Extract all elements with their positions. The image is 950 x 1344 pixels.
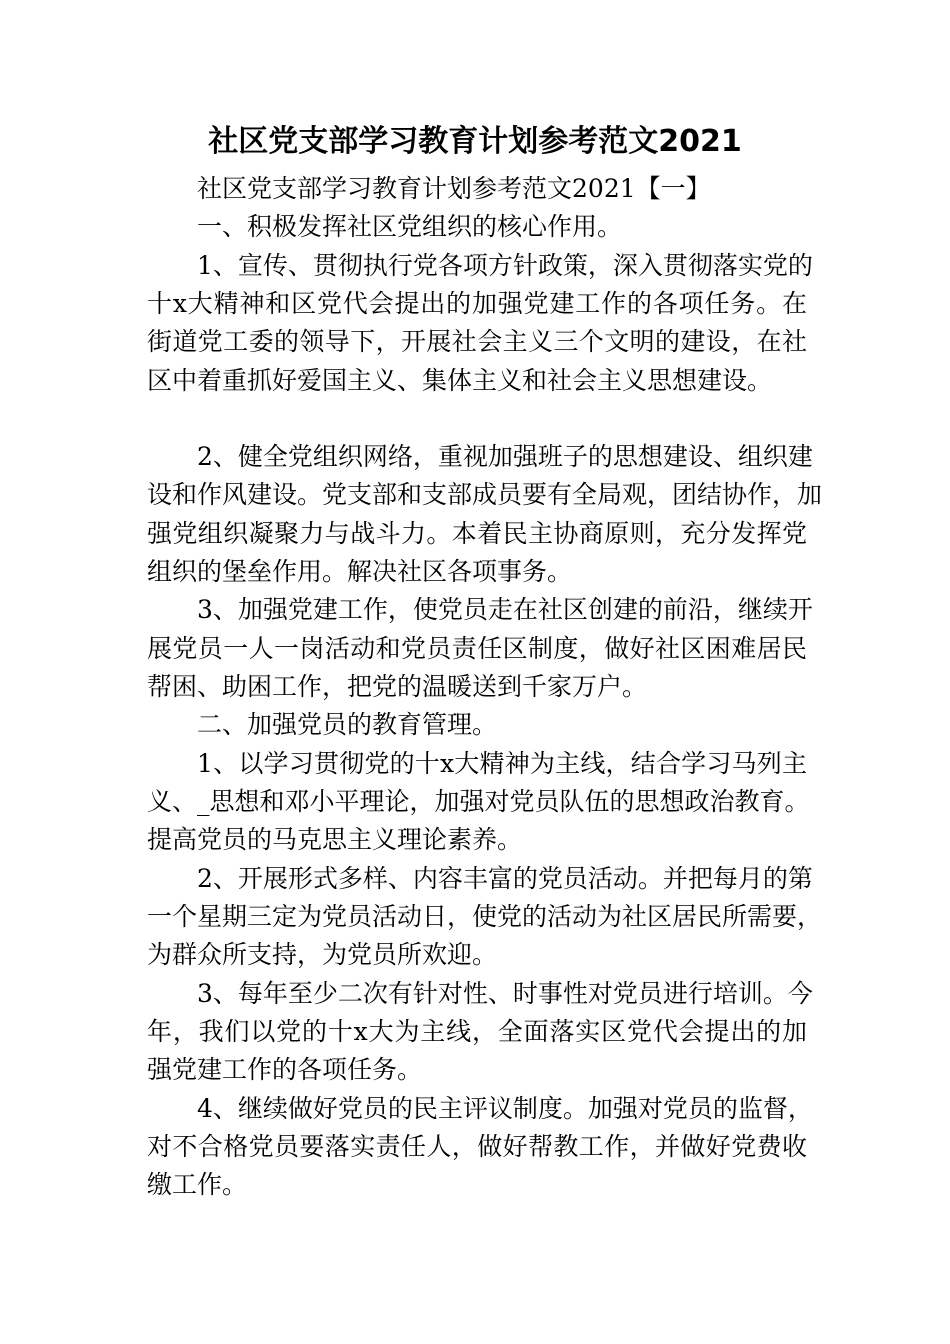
paragraph-line: 组织的堡垒作用。解决社区各项事务。 [147,557,573,586]
paragraph-line: 4、继续做好党员的民主评议制度。加强对党员的监督， [197,1094,813,1123]
paragraph-line: 对不合格党员要落实责任人，做好帮教工作，并做好党费收 [147,1132,807,1161]
paragraph-line: 提高党员的马克思主义理论素养。 [147,825,523,854]
paragraph-line: 设和作风建设。党支部和支部成员要有全局观，团结协作，加 [147,480,823,509]
paragraph-line: 展党员一人一岗活动和党员责任区制度，做好社区困难居民 [147,634,807,663]
paragraph-line: 缴工作。 [147,1170,248,1199]
paragraph-line: 帮困、助困工作，把党的温暖送到千家万户。 [147,672,648,701]
paragraph-line: 区中着重抓好爱国主义、集体主义和社会主义思想建设。 [147,366,773,395]
paragraph-line: 3、加强党建工作，使党员走在社区创建的前沿，继续开 [197,595,813,624]
document-title: 社区党支部学习教育计划参考范文2021 [208,124,742,159]
paragraph-line: 2、健全党组织网络，重视加强班子的思想建设、组织建 [197,442,813,471]
paragraph-line: 1、以学习贯彻党的十x大精神为主线，结合学习马列主 [197,749,807,778]
paragraph-line: 强党建工作的各项任务。 [147,1055,423,1084]
paragraph-line: 为群众所支持，为党员所欢迎。 [147,940,498,969]
paragraph-line: 强党组织凝聚力与战斗力。本着民主协商原则，充分发挥党 [147,519,807,548]
paragraph-line: 年，我们以党的十x大为主线，全面落实区党代会提出的加 [147,1017,807,1046]
paragraph-line: 一个星期三定为党员活动日，使党的活动为社区居民所需要， [147,902,823,931]
paragraph-line: 街道党工委的领导下，开展社会主义三个文明的建设，在社 [147,327,807,356]
paragraph-line: 3、每年至少二次有针对性、时事性对党员进行培训。今 [197,979,813,1008]
paragraph-line: 2、开展形式多样、内容丰富的党员活动。并把每月的第 [197,864,813,893]
subtitle-line: 社区党支部学习教育计划参考范文2021【一】 [197,174,711,203]
section-heading-1: 一、积极发挥社区党组织的核心作用。 [197,212,623,241]
section-heading-2: 二、加强党员的教育管理。 [197,710,498,739]
paragraph-line: 义、_思想和邓小平理论，加强对党员队伍的思想政治教育。 [147,787,810,816]
paragraph-line: 十x大精神和区党代会提出的加强党建工作的各项任务。在 [147,289,807,318]
paragraph-line: 1、宣传、贯彻执行党各项方针政策，深入贯彻落实党的 [197,251,813,280]
